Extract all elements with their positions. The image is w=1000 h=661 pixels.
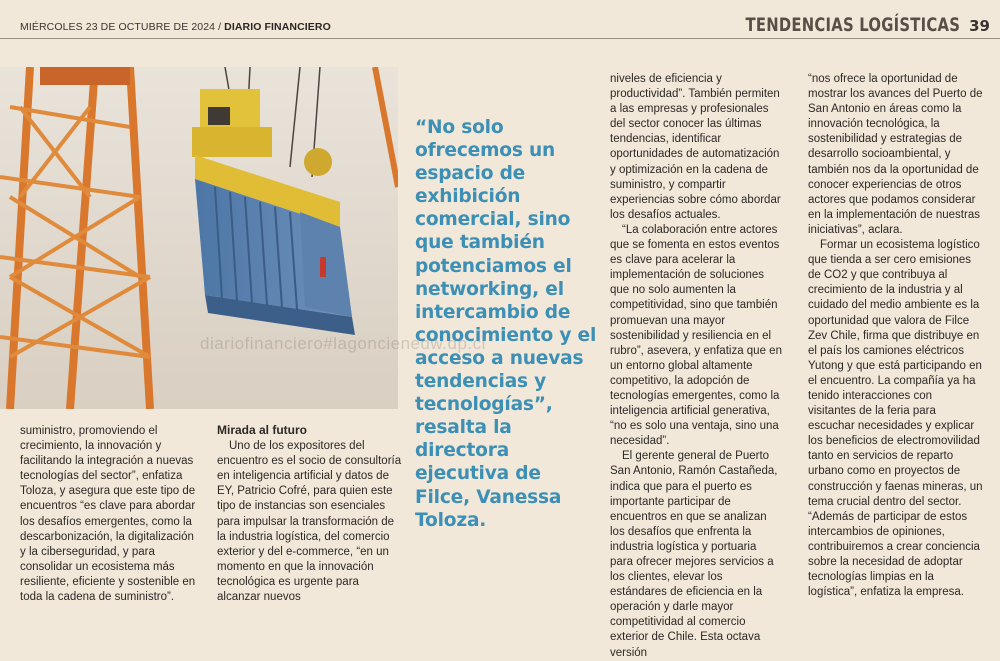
page-number: 39 xyxy=(969,17,990,35)
header-divider xyxy=(0,38,1000,39)
paragraph: niveles de eficiencia y productividad”. También permiten a las empresas y profesionales del sector conocer las últimas tendencias, identificar oportunidades de automatización y optimización en la cadena de suministro, y compartir experiencias sobre cómo abordar los desafíos actuales. xyxy=(610,73,781,221)
article-column-1 xyxy=(20,424,200,605)
paragraph: suministro, promoviendo el crecimiento, la innovación y facilitando la integración a nuevas tecnologías del sector”, enfatiza Toloza, y asegura que este tipo de encuentros “es clave para abordar los desafíos emergentes, como la descarbonización, la digitalización y la ciberseguridad, y para consolidar un ecosistema más resiliente, eficiente y sostenible en toda la cadena de suministro”. xyxy=(20,425,196,604)
paragraph: Formar un ecosistema logístico que tienda a ser cero emisiones de CO2 y que contribuya al crecimiento de la industria y al cuidado del medio ambiente es la oportunidad que valora de Filce Zev Chile, firma que distribuye en el país los camiones eléctricos Yutong y que está participando en el encuentro. La compañía ya ha tenido interacciones con visitantes de la feria para escuchar necesidades y explicar los beneficios de electromovilidad tanto en servicios de reparto urbano como en proyectos de construcción y faenas mineras, un tema crucial dentro del sector. “Además de participar de estos intercambios de opiniones, contribuiremos a crear conciencia sobre la necesidad de adoptar tecnologías limpias en la logística”, enfatiza la empresa. xyxy=(808,239,983,599)
section-title: TENDENCIAS LOGÍSTICAS xyxy=(745,14,960,36)
pull-quote: “No solo ofrecemos un espacio de exhibición comercial, sino que también potenciamos el networking, el intercambio de conocimiento y el acceso a nuevas tendencias y tecnologías”, resalta la directora ejecutiva de Filce, Vanessa Toloza. xyxy=(415,117,597,531)
paragraph: Uno de los expositores del encuentro es el socio de consultoría en inteligencia artificial y datos de EY, Patricio Cofré, para quien este tipo de instancias son esenciales para impulsar la transformación de la industria logística, del comercio exterior y del e-commerce, “en un momento en que la innovación tecnológica es urgente para alcanzar nuevos xyxy=(217,440,402,604)
issue-date-line xyxy=(20,21,331,33)
article-column-3 xyxy=(610,72,782,661)
date-separator: / xyxy=(215,21,225,33)
crane-container-photo xyxy=(0,67,398,409)
subheading: Mirada al futuro xyxy=(217,423,308,437)
issue-date: MIÉRCOLES 23 DE OCTUBRE DE 2024 xyxy=(20,21,216,33)
paragraph: El gerente general de Puerto San Antonio, Ramón Castañeda, indica que para el puerto es importante participar de encuentros en que se analizan los desafíos que enfrenta la industria logística y portuaria para ofrecer mejores servicios a los clientes, elevar los estándares de eficiencia en la operación y darle mayor competitividad al comercio exterior de Chile. Esta octava versión xyxy=(610,450,778,659)
paragraph: “nos ofrece la oportunidad de mostrar los avances del Puerto de San Antonio en áreas como la innovación tecnológica, la sostenibilidad y estrategias de desarrollo socioambiental, y también nos da la oportunidad de conocer experiencias de otros actores que podamos considerar en la implementación de nuestras iniciativas”, aclara. xyxy=(808,73,983,236)
crane-container-illustration xyxy=(0,67,398,409)
article-column-4 xyxy=(808,72,983,600)
watermark-text: diariofinanciero#lagoncienedw.dp.cl xyxy=(200,334,486,353)
publication-name: DIARIO FINANCIERO xyxy=(224,21,331,33)
article-column-2 xyxy=(217,423,405,605)
paragraph: “La colaboración entre actores que se fomenta en estos eventos es clave para acelerar la implementación de soluciones que no solo aumenten la competitividad, sino que también promuevan una mayor sostenibilidad y resiliencia en el rubro”, asevera, y enfatiza que en un entorno global altamente competitivo, la adopción de tecnologías emergentes, como la inteligencia artificial generativa, “no es solo una ventaja, sino una necesidad”. xyxy=(610,223,782,448)
